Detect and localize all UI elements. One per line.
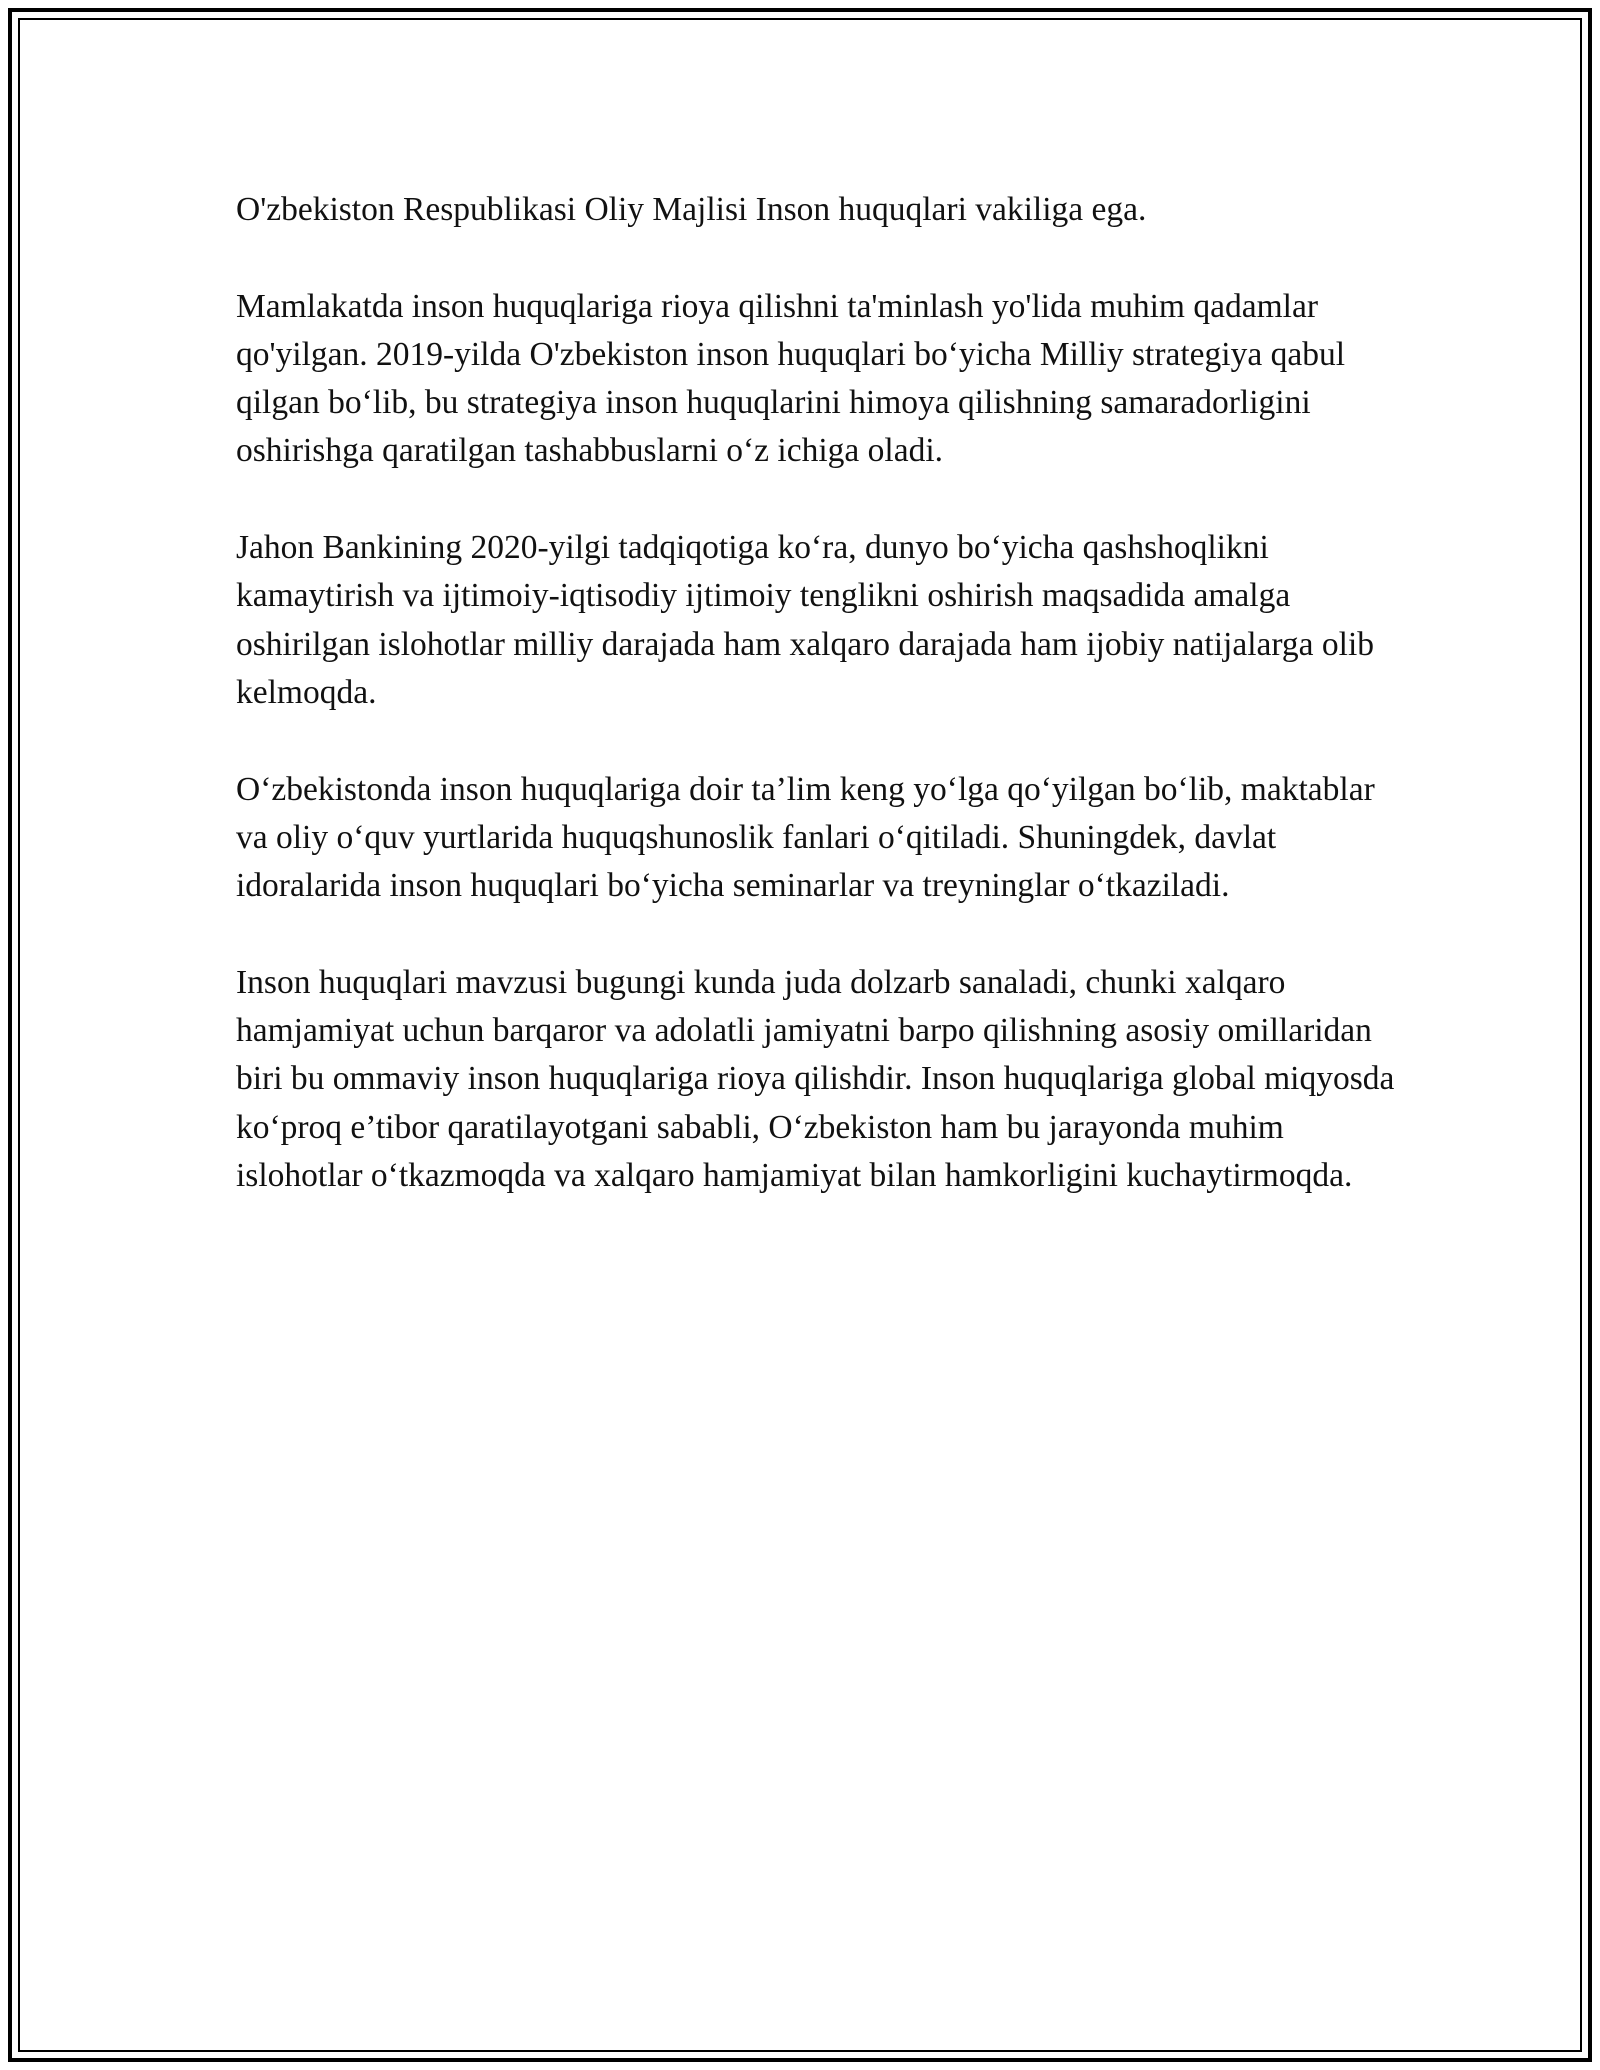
paragraph-conclusion: Inson huquqlari mavzusi bugungi kunda juda dolzarb sanaladi, chunki xalqaro hamjamiyat uchun barqaror va adolatli jamiyatni barpo qilishning asosiy omillaridan biri bu ommaviy inson huquqlariga rioya qilishdir. Inson huquqlariga global miqyosda ko‘proq e’tibor qaratilayotgani sababli, O‘zbekiston ham bu jarayonda muhim islohotlar o‘tkazmoqda va xalqaro hamjamiyat bilan hamkorligini kuchaytirmoqda.	[236, 963, 1395, 1194]
paragraph-national-strategy: Mamlakatda inson huquqlariga rioya qilishni ta'minlash yo'lida muhim qadamlar qo'yilgan. 2019-yilda O'zbekiston inson huquqlari bo‘yicha Milliy strategiya qabul qilgan bo‘lib, bu strategiya inson huquqlarini himoya qilishning samaradorligini oshirishga qaratilgan tashabbuslarni o‘z ichiga oladi.	[236, 287, 1346, 470]
paragraph-world-bank: Jahon Bankining 2020-yilgi tadqiqotiga ko‘ra, dunyo bo‘yicha qashshoqlikni kamaytirish va ijtimoiy-iqtisodiy ijtimoiy tenglikni oshirish maqsadida amalga oshirilgan islohotlar milliy darajada ham xalqaro darajada ham ijobiy natijalarga olib kelmoqda.	[236, 529, 1375, 711]
document-body	[236, 186, 1396, 1249]
paragraph-education: O‘zbekistonda inson huquqlariga doir ta’lim keng yo‘lga qo‘yilgan bo‘lib, maktablar va oliy o‘quv yurtlarida huquqshunoslik fanlari o‘qitiladi. Shuningdek, davlat idoralarida inson huquqlari bo‘yicha seminarlar va treyninglar o‘tkaziladi.	[236, 770, 1375, 905]
paragraph-intro: O'zbekiston Respublikasi Oliy Majlisi Inson huquqlari vakiliga ega.	[236, 191, 1147, 228]
